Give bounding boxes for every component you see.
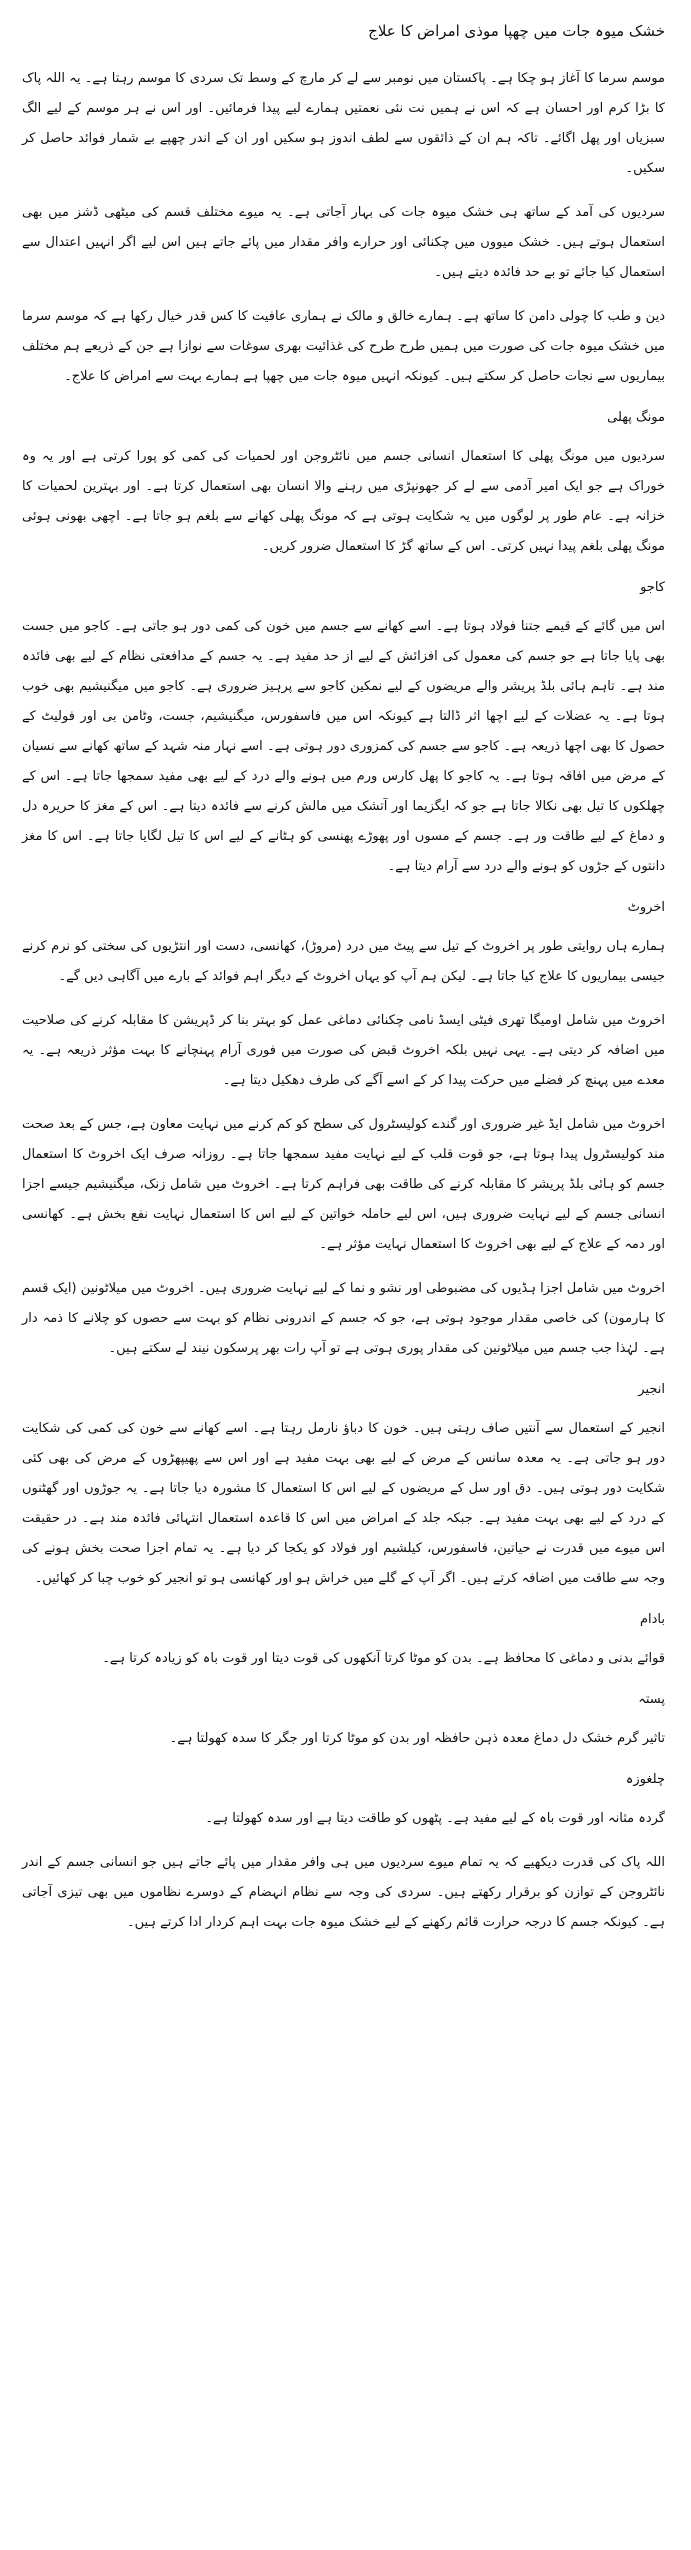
intro-paragraph: سردیوں کی آمد کے ساتھ ہی خشک میوہ جات کی بہار آجاتی ہے۔ یہ میوے مختلف قسم کی میٹھی ڈشز میں بھی استعمال ہوتے ہیں۔ خشک میووں میں چکنائی اور حرارے وافر مقدار میں پائے جاتے ہیں اس لیے اگر انہیں اعتدال سے استعمال کیا جائے تو بے حد فائدہ دیتے ہیں۔ [22, 205, 665, 280]
section-paragraph: گردہ مثانہ اور قوت باہ کے لیے مفید ہے۔ پٹھوں کو طاقت دیتا ہے اور سدہ کھولتا ہے۔ [205, 1811, 665, 1826]
section-paragraph: ہمارے ہاں روایتی طور پر اخروٹ کے تیل سے پیٹ میں درد (مروڑ)، کھانسی، دست اور انتڑیوں کی سختی کو نرم کرنے جیسی بیماریوں کا علاج کیا جاتا ہے۔ لیکن ہم آپ کو یہاں اخروٹ کے دیگر اہم فوائد کے بارے میں آگاہی دیں گے۔ [22, 939, 665, 984]
section-heading-walnut: اخروٹ [627, 900, 665, 915]
section-paragraph: اس میں گائے کے قیمے جتنا فولاد ہوتا ہے۔ اسے کھانے سے جسم میں خون کی کمی دور ہو جاتی ہے۔ کاجو میں جست بھی پایا جاتا ہے جو جسم کی معمول کی افزائش کے لیے از حد مفید ہے۔ یہ جسم کے مدافعتی نظام کے لیے بھی فائدہ مند ہے۔ تاہم ہائی بلڈ پریشر والے مریضوں کے لیے نمکین کاجو سے پرہیز ضروری ہے۔ کاجو میں میگنیشیم بھی خوب ہوتا ہے۔ یہ عضلات کے لیے اچھا اثر ڈالتا ہے کیونکہ اس میں فاسفورس، میگنیشیم، جست، وٹامن بی اور فولیٹ کے حصول کا بھی اچھا ذریعہ ہے۔ کاجو سے جسم کی کمزوری دور ہوتی ہے۔ اسے نہار منہ شہد کے ساتھ کھانے سے نسیان کے مرض میں افاقہ ہوتا ہے۔ یہ کاجو کا پھل کارس ورم میں ہونے والے درد کے لیے بھی مفید سمجھا جاتا ہے۔ اس کے چھلکوں کا تیل بھی نکالا جاتا ہے جو کہ ایگزیما اور آتشک میں مالش کرنے سے فائدہ دیتا ہے۔ اس کے مغز کا حریرہ دل و دماغ کے لیے طاقت ور ہے۔ جسم کے مسوں اور پھوڑے پھنسی کو ہٹانے کے لیے اس کا تیل لگایا جاتا ہے۔ اس کا مغز دانتوں کے جڑوں کو ہونے والے درد سے آرام دیتا ہے۔ [22, 619, 665, 874]
intro-paragraph: دین و طب کا چولی دامن کا ساتھ ہے۔ ہمارے خالق و مالک نے ہماری عافیت کا کس قدر خیال رکھا ہے کہ موسم سرما میں خشک میوہ جات کی صورت میں ہمیں طرح طرح کی غذائیت بھری سوغات سے نوازا ہے جن کے ذریعے ہم مختلف بیماریوں سے نجات حاصل کر سکتے ہیں۔ کیونکہ انہیں میوہ جات میں چھپا ہے ہمارے بہت سے امراض کا علاج۔ [22, 309, 665, 384]
closing-paragraph: اللہ پاک کی قدرت دیکھیے کہ یہ تمام میوے سردیوں میں ہی وافر مقدار میں پائے جاتے ہیں جو انسانی جسم کے اندر نائٹروجن کے توازن کو برقرار رکھتے ہیں۔ سردی کی وجہ سے نظام انہضام کے دوسرے نظاموں میں بھی تیزی آجاتی ہے۔ کیونکہ جسم کا درجہ حرارت قائم رکھنے کے لیے خشک میوہ جات بہت اہم کردار ادا کرتے ہیں۔ [22, 1855, 665, 1930]
section-paragraph: تاثیر گرم خشک دل دماغ معدہ ذہن حافظہ اور بدن کو موٹا کرتا اور جگر کا سدہ کھولتا ہے۔ [169, 1731, 665, 1746]
section-heading-fig: انجیر [638, 1382, 665, 1397]
section-paragraph: سردیوں میں مونگ پھلی کا استعمال انسانی جسم میں نائٹروجن اور لحمیات کی کمی کو پورا کرتی ہے اور یہ وہ خوراک ہے جو ایک امیر آدمی سے لے کر جھونپڑی میں رہنے والا انسان بھی استعمال کرتا ہے۔ اور بہترین لحمیات کا خزانہ ہے۔ عام طور پر لوگوں میں یہ شکایت ہوتی ہے کہ مونگ پھلی کھانے سے بلغم ہو جاتا ہے۔ اچھی بھونی ہوئی مونگ پھلی بلغم پیدا نہیں کرتی۔ اس کے ساتھ گڑ کا استعمال ضرور کریں۔ [22, 449, 665, 554]
section-paragraph: اخروٹ میں شامل اومیگا تھری فیٹی ایسڈ نامی چکنائی دماغی عمل کو بہتر بنا کر ڈپریشن کا مقابلہ کرنے کی صلاحیت میں اضافہ کر دیتی ہے۔ یہی نہیں بلکہ اخروٹ قبض کی صورت میں فوری آرام پہنچانے کا بہت مؤثر ذریعہ ہے۔ یہ معدے میں پہنچ کر فضلے میں حرکت پیدا کر کے اسے آگے کی طرف دھکیل دیتا ہے۔ [22, 1013, 665, 1088]
article-title: خشک میوہ جات میں چھپا موذی امراض کا علاج [368, 22, 665, 40]
section-heading-pistachio: پستہ [638, 1692, 665, 1707]
section-paragraph: انجیر کے استعمال سے آنتیں صاف رہتی ہیں۔ خون کا دباؤ نارمل رہتا ہے۔ اسے کھانے سے خون کی کمی کی شکایت دور ہو جاتی ہے۔ یہ معدہ سانس کے مرض کے لیے بھی بہت مفید ہے اور اس سے پھیپھڑوں کے مرض کی بھی کئی شکایت دور ہوتی ہیں۔ دق اور سل کے مریضوں کے لیے اس کا استعمال کا مشورہ دیا جاتا ہے۔ یہ جوڑوں اور گھٹنوں کے درد کے لیے بھی بہت مفید ہے۔ جبکہ جلد کے امراض میں اس کا قاعدہ استعمال انتہائی فائدہ مند ہے۔ در حقیقت اس میوے میں قدرت نے حیاتین، فاسفورس، کیلشیم اور فولاد کو یکجا کر دیا ہے۔ یہ تمام اجزا صحت بخش ہونے کی وجہ سے طاقت میں اضافہ کرتے ہیں۔ اگر آپ کے گلے میں خراش ہو اور کھانسی ہو تو انجیر کو خوب چبا کر کھائیں۔ [22, 1421, 665, 1586]
section-heading-pine-nut: چلغوزہ [625, 1772, 665, 1787]
section-paragraph: اخروٹ میں شامل اجزا ہڈیوں کی مضبوطی اور نشو و نما کے لیے نہایت ضروری ہیں۔ اخروٹ میں میلاٹونین (ایک قسم کا ہارمون) کی خاصی مقدار موجود ہوتی ہے، جو کہ جسم کے اندرونی نظام کو بہت سے حصوں کو چلانے کا ذمہ دار ہے۔ لہٰذا جب جسم میں میلاٹونین کی مقدار پوری ہوتی ہے تو آپ رات بھر پرسکون نیند لے سکتے ہیں۔ [22, 1281, 665, 1356]
section-paragraph: قوائے بدنی و دماغی کا محافظ ہے۔ بدن کو موٹا کرتا آنکھوں کی قوت دیتا اور قوت باہ کو زیادہ کرتا ہے۔ [102, 1651, 665, 1666]
section-heading-almond: بادام [639, 1612, 665, 1627]
section-heading-cashew: کاجو [640, 580, 665, 595]
section-heading-peanut: مونگ پھلی [607, 410, 665, 425]
intro-paragraph: موسم سرما کا آغاز ہو چکا ہے۔ پاکستان میں نومبر سے لے کر مارچ کے وسط تک سردی کا موسم رہتا ہے۔ یہ اللہ پاک کا بڑا کرم اور احسان ہے کہ اس نے ہمیں نت نئی نعمتیں ہمارے لیے پیدا فرمائیں۔ اور اس نے ہر موسم کے لیے الگ سبزیاں اور پھل اگائے۔ تاکہ ہم ان کے ذائقوں سے لطف اندوز ہو سکیں اور ان کے اندر چھپے بے شمار فوائد حاصل کر سکیں۔ [22, 71, 665, 176]
section-paragraph: اخروٹ میں شامل ایڈ غیر ضروری اور گندے کولیسٹرول کی سطح کو کم کرنے میں نہایت معاون ہے، جس کے بعد صحت مند کولیسٹرول پیدا ہوتا ہے، جو قوت قلب کے لیے نہایت مفید سمجھا جاتا ہے۔ روزانہ صرف ایک اخروٹ کا استعمال جسم کو ہائی بلڈ پریشر کا مقابلہ کرنے کی طاقت بھی فراہم کرتا ہے۔ اخروٹ میں شامل زنک، میگنیشیم جیسے اجزا انسانی جسم کے لیے نہایت ضروری ہیں، اس لیے حاملہ خواتین کے لیے اس کا استعمال نہایت نفع بخش ہے۔ کھانسی اور دمہ کے علاج کے لیے بھی اخروٹ کا استعمال نہایت مؤثر ہے۔ [22, 1117, 665, 1252]
